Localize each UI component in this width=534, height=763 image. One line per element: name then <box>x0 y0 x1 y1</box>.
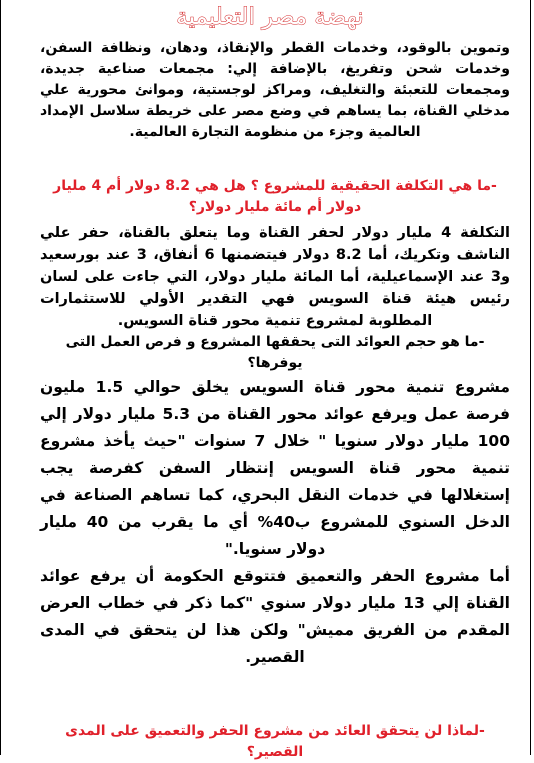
intro-paragraph: وتموين بالوقود، وخدمات القطر والإنقاذ، ودهان، ونظافة السفن، وخدمات شحن وتفريغ، بالإضافة إلي: مجمعات صناعية جديدة، ومجمعات للتعبئة والتغليف، ومراكز لوجستية، وموانئ محورية علي مدخلي القناة، بما يساهم في وضع مصر على خريطة سلاسل الإمداد العالمية وجزء من منظومة التجارة العالمية. <box>40 40 510 140</box>
answer-returns: مشروع تنمية محور قناة السويس يخلق حوالي 1.5 مليون فرصة عمل ويرفع عوائد محور القناة من 5.3 مليار دولار إلي 100 مليار دولار سنويا " خلال 7 سنوات "حيث يأخذ مشروع تنمية محور قناة السويس إنتظار السفن كفرصة يجب إستغلالها في خدمات النقل البحري، كما تساهم الصناعة في الدخل السنوي للمشروع ب40% أي ما يقرب من 40 مليار دولار سنويا." <box>40 378 510 558</box>
answer-cost: التكلفة 4 مليار دولار لحفر القناة وما يتعلق بالقناة، حفر علي الناشف وتكريك، أما 8.2 دولار فيتضمنها 6 أنفاق، 3 عند بورسعيد و3 عند الإسماعيلية، أما المائة مليار دولار، التي جاءت على لسان رئيس هيئة قناة السويس فهي التقدير الأولي للاستثمارات المطلوبة لمشروع تنمية محور قناة السويس. <box>40 225 510 329</box>
question-short-term: -لماذا لن يتحقق العائد من مشروع الحفر والتعميق على المدى القصير؟ <box>65 723 485 760</box>
answer-dredging: أما مشروع الحفر والتعميق فتتوقع الحكومة أن يرفع عوائد القناة إلي 13 مليار دولار سنوي "كما ذكر في خطاب العرض المقدم من الفريق مميش" ولكن هذا لن يتحقق في المدى القصير. <box>40 567 510 666</box>
page-border-left <box>0 0 1 755</box>
document-body <box>40 38 510 763</box>
header-title: نهضة مصر التعليمية <box>176 4 364 30</box>
question-returns: -ما هو حجم العوائد التى يحققها المشروع و فرص العمل التى يوفرها؟ <box>65 334 485 371</box>
question-cost: -ما هي التكلفة الحقيقية للمشروع ؟ هل هي 8.2 دولار أم 4 مليار دولار أم مائة مليار دولار؟ <box>53 178 497 215</box>
page-border-right <box>530 0 531 755</box>
